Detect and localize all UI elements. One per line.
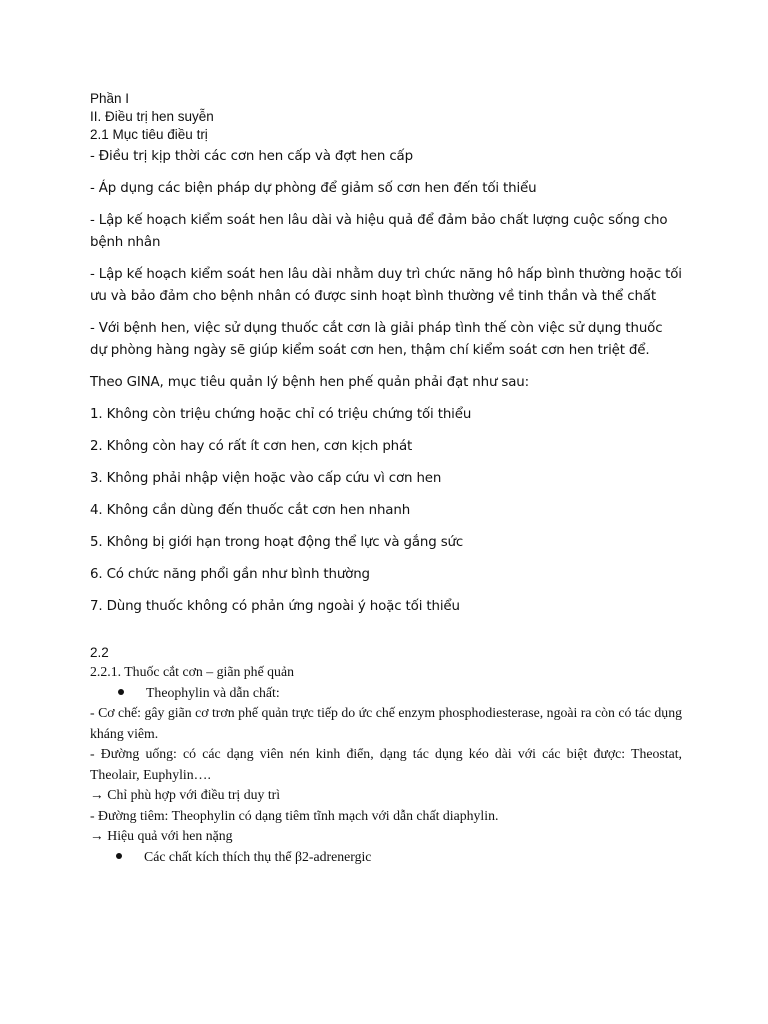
document-page [90,90,682,867]
subsection-title: 2.1 Mục tiêu điều trị [90,127,208,142]
gina-item: 7. Dùng thuốc không có phản ứng ngoài ý hoặc tối thiểu [90,599,460,614]
gina-intro: Theo GINA, mục tiêu quản lý bệnh hen phế quản phải đạt như sau: [90,375,529,390]
bullet-dot-icon [118,689,124,695]
goal-item: - Với bệnh hen, việc sử dụng thuốc cắt cơn là giải pháp tình thế còn việc sử dụng thuốc dự phòng hàng ngày sẽ giúp kiểm soát cơn hen, thậm chí kiểm soát cơn hen triệt để. [90,321,663,358]
gina-item: 1. Không còn triệu chứng hoặc chỉ có triệu chứng tối thiểu [90,407,472,422]
gina-item: 5. Không bị giới hạn trong hoạt động thể lực và gắng sức [90,535,464,550]
oral-route-note: → Chỉ phù hợp với điều trị duy trì [90,787,281,802]
treatment-goals [90,146,682,362]
document-heading [90,90,682,144]
section-2-2-1 [90,662,682,867]
injection-route-note: → Hiệu quả với hen nặng [90,828,233,843]
gina-item: 4. Không cần dùng đến thuốc cắt cơn hen nhanh [90,503,411,518]
oral-route-text: - Đường uống: có các dạng viên nén kinh điển, dạng tác dụng kéo dài với các biệt được: Theostat, Theolair, Euphylin…. [90,746,682,782]
gina-item: 2. Không còn hay có rất ít cơn hen, cơn kịch phát [90,439,413,454]
goal-item: - Lập kế hoạch kiểm soát hen lâu dài và hiệu quả để đảm bảo chất lượng cuộc sống cho bệnh nhân [90,213,668,250]
goal-item: - Áp dụng các biện pháp dự phòng để giảm số cơn hen đến tối thiểu [90,181,537,196]
gina-goals-list [90,404,682,618]
goal-item: - Điều trị kịp thời các cơn hen cấp và đợt hen cấp [90,149,413,164]
section-2-2-title: 2.2 [90,645,109,660]
bullet-text: Các chất kích thích thụ thể β2-adrenergic [144,848,372,864]
bullet-item [90,683,682,704]
goal-item: - Lập kế hoạch kiểm soát hen lâu dài nhằm duy trì chức năng hô hấp bình thường hoặc tối ưu và bảo đảm cho bệnh nhân có được sinh hoạt bình thường về tinh thần và thể chất [90,267,682,304]
section-title: II. Điều trị hen suyễn [90,109,214,124]
bullet-dot-icon [116,853,122,859]
bullet-item [90,847,682,868]
gina-item: 3. Không phải nhập viện hoặc vào cấp cứu vì cơn hen [90,471,442,486]
bullet-text: Theophylin và dẫn chất: [146,684,280,700]
gina-item: 6. Có chức năng phổi gần như bình thường [90,567,370,582]
section-2-2-1-title: 2.2.1. Thuốc cắt cơn – giãn phế quản [90,664,294,679]
injection-route-text: - Đường tiêm: Theophylin có dạng tiêm tĩnh mạch với dẫn chất diaphylin. [90,807,499,823]
part-title: Phần I [90,91,130,106]
mechanism-text: - Cơ chế: gây giãn cơ trơn phế quản trực tiếp do ức chế enzym phosphodiesterase, ngoài ra còn có tác dụng kháng viêm. [90,705,682,741]
